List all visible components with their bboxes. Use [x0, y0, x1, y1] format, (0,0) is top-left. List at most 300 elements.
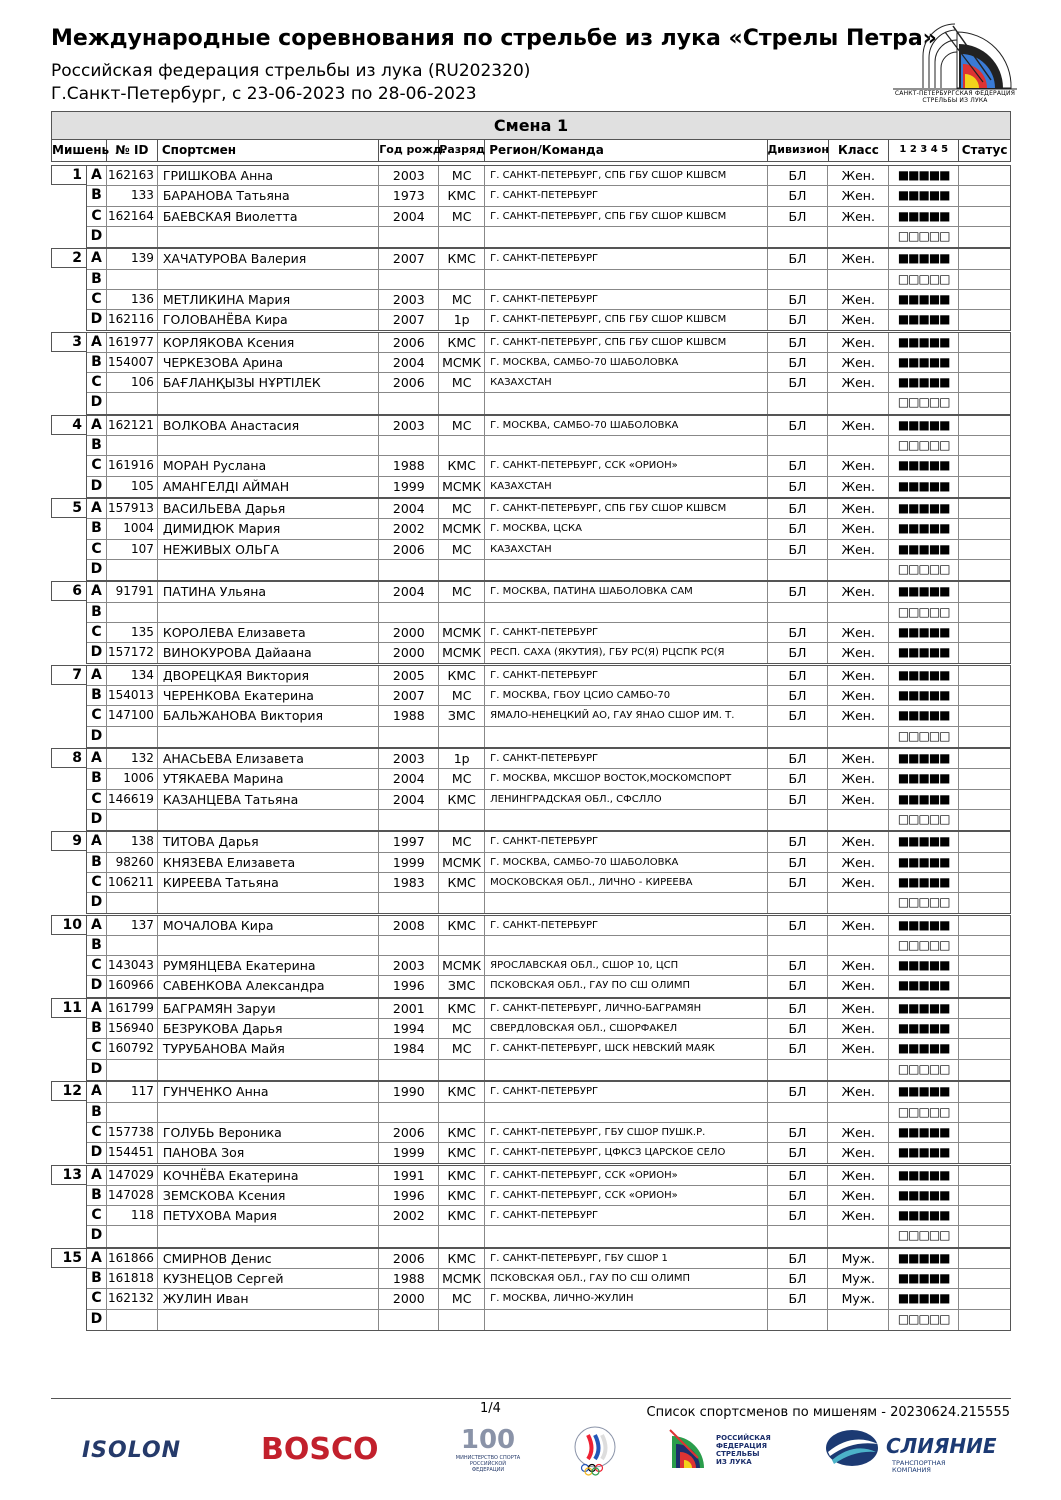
check-boxes: □□□□□ — [889, 227, 959, 247]
division — [768, 936, 829, 955]
athlete-id: 135 — [107, 623, 158, 642]
class: Жен. — [828, 540, 889, 559]
class: Жен. — [828, 1143, 889, 1163]
division: БЛ — [768, 1186, 829, 1205]
athlete-name: ПЕТУХОВА Мария — [158, 1206, 380, 1225]
class: Жен. — [828, 353, 889, 372]
athlete-name — [158, 1103, 380, 1122]
birth-year — [379, 227, 439, 247]
position-letter: B — [87, 936, 107, 955]
target-number: 10 — [51, 915, 86, 935]
target-number: 5 — [51, 498, 86, 518]
division: БЛ — [768, 456, 829, 475]
athlete-rank: МС — [439, 686, 485, 705]
status-cell — [959, 999, 1010, 1018]
target-group — [51, 415, 1011, 495]
class: Жен. — [828, 207, 889, 226]
target-number: 6 — [51, 581, 86, 601]
birth-year — [379, 1226, 439, 1246]
check-boxes: ■■■■■ — [889, 853, 959, 872]
athlete-id: 106 — [107, 373, 158, 392]
athlete-name — [158, 1226, 380, 1246]
target-number: 8 — [51, 748, 86, 768]
status-cell — [959, 249, 1010, 268]
birth-year: 2003 — [379, 290, 439, 309]
check-boxes: ■■■■■ — [889, 749, 959, 768]
division: БЛ — [768, 749, 829, 768]
status-cell — [959, 810, 1010, 830]
position-letter: C — [87, 623, 107, 642]
class — [828, 727, 889, 747]
birth-year: 2008 — [379, 916, 439, 935]
athlete-id: 1004 — [107, 519, 158, 538]
athlete-rank: МС — [439, 207, 485, 226]
athlete-rank: КМС — [439, 666, 485, 685]
athlete-rank: МСМК — [439, 353, 485, 372]
athlete-name: ВОЛКОВА Анастасия — [158, 416, 380, 435]
athlete-id — [107, 936, 158, 955]
target-number: 9 — [51, 831, 86, 851]
athlete-id — [107, 893, 158, 913]
region-team — [485, 810, 767, 830]
position-letter: A — [87, 333, 107, 352]
position-letter: C — [87, 1039, 107, 1058]
position-letter: A — [87, 166, 107, 185]
position-letter: A — [87, 999, 107, 1018]
position-letter: D — [87, 1143, 107, 1163]
table-row — [87, 832, 1010, 852]
region-team: Г. САНКТ-ПЕТЕРБУРГ, СПБ ГБУ СШОР КШВСМ — [485, 166, 767, 185]
division: БЛ — [768, 686, 829, 705]
class — [828, 270, 889, 289]
position-letter: B — [87, 1186, 107, 1205]
logo-caption-1: САНКТ-ПЕТЕРБУРГСКАЯ ФЕДЕРАЦИЯ — [894, 90, 1016, 97]
slianie-caption — [892, 1460, 946, 1474]
class: Жен. — [828, 1186, 889, 1205]
class — [828, 436, 889, 455]
athlete-id: 160966 — [107, 976, 158, 996]
division: БЛ — [768, 790, 829, 809]
birth-year: 2006 — [379, 373, 439, 392]
athlete-id — [107, 810, 158, 830]
region-team: Г. МОСКВА, ЦСКА — [485, 519, 767, 538]
region-team: Г. МОСКВА, МКСШОР ВОСТОК,МОСКОМСПОРТ — [485, 769, 767, 788]
table-row — [87, 186, 1010, 206]
status-cell — [959, 1143, 1010, 1163]
table-row — [87, 976, 1010, 996]
sponsor-isolon-logo: ISOLON — [82, 1438, 182, 1463]
division: БЛ — [768, 290, 829, 309]
division: БЛ — [768, 1166, 829, 1185]
check-boxes: □□□□□ — [889, 1060, 959, 1080]
table-row — [87, 686, 1010, 706]
athlete-name — [158, 1310, 380, 1330]
target-group — [51, 498, 1011, 578]
athlete-id: 161818 — [107, 1269, 158, 1288]
division: БЛ — [768, 1143, 829, 1163]
check-boxes: ■■■■■ — [889, 499, 959, 518]
target-group — [51, 1081, 1011, 1161]
birth-year — [379, 893, 439, 913]
athlete-rank: КМС — [439, 333, 485, 352]
position-letter: B — [87, 1103, 107, 1122]
table-row — [87, 1186, 1010, 1206]
target-number: 11 — [51, 998, 86, 1018]
position-letter: D — [87, 976, 107, 996]
check-boxes: □□□□□ — [889, 436, 959, 455]
target-group — [51, 165, 1011, 245]
class: Жен. — [828, 1206, 889, 1225]
division: БЛ — [768, 1249, 829, 1268]
table-row — [87, 207, 1010, 227]
check-boxes: ■■■■■ — [889, 290, 959, 309]
status-cell — [959, 499, 1010, 518]
status-cell — [959, 1039, 1010, 1058]
region-team: КАЗАХСТАН — [485, 477, 767, 497]
table-row — [87, 333, 1010, 353]
target-rows — [86, 998, 1011, 1081]
check-boxes: □□□□□ — [889, 727, 959, 747]
athlete-name — [158, 436, 380, 455]
athlete-name: КУЗНЕЦОВ Сергей — [158, 1269, 380, 1288]
athlete-rank — [439, 727, 485, 747]
athlete-name: МОРАН Руслана — [158, 456, 380, 475]
status-cell — [959, 333, 1010, 352]
position-letter: B — [87, 769, 107, 788]
region-team — [485, 1310, 767, 1330]
division: БЛ — [768, 853, 829, 872]
position-letter: C — [87, 290, 107, 309]
position-letter: D — [87, 227, 107, 247]
target-rows — [86, 581, 1011, 664]
athlete-rank — [439, 227, 485, 247]
col-status: Статус — [961, 143, 1008, 157]
athlete-id — [107, 393, 158, 413]
col-athlete: Спортсмен — [158, 140, 379, 161]
table-row — [87, 290, 1010, 310]
status-cell — [959, 666, 1010, 685]
target-rows — [86, 1165, 1011, 1248]
table-row — [87, 519, 1010, 539]
division: БЛ — [768, 416, 829, 435]
athlete-id: 107 — [107, 540, 158, 559]
athlete-id: 91791 — [107, 582, 158, 601]
region-team: Г. САНКТ-ПЕТЕРБУРГ, ЦФКСЗ ЦАРСКОЕ СЕЛО — [485, 1143, 767, 1163]
athlete-name — [158, 227, 380, 247]
check-boxes: ■■■■■ — [889, 706, 959, 725]
athlete-id: 117 — [107, 1082, 158, 1101]
region-team: Г. САНКТ-ПЕТЕРБУРГ — [485, 916, 767, 935]
athlete-name — [158, 393, 380, 413]
table-row — [87, 727, 1010, 747]
check-boxes: ■■■■■ — [889, 166, 959, 185]
table-row — [87, 1039, 1010, 1059]
status-cell — [959, 936, 1010, 955]
check-boxes: ■■■■■ — [889, 1186, 959, 1205]
target-rows — [86, 165, 1011, 248]
class: Жен. — [828, 310, 889, 330]
target-group — [51, 748, 1011, 828]
athlete-name: БЕЗРУКОВА Дарья — [158, 1019, 380, 1038]
athlete-name: НЕЖИВЫХ ОЛЬГА — [158, 540, 380, 559]
class: Жен. — [828, 186, 889, 205]
class: Жен. — [828, 1166, 889, 1185]
region-team: Г. САНКТ-ПЕТЕРБУРГ — [485, 623, 767, 642]
athlete-rank: КМС — [439, 1206, 485, 1225]
class: Жен. — [828, 166, 889, 185]
athlete-name: ХАЧАТУРОВА Валерия — [158, 249, 380, 268]
table-row — [87, 893, 1010, 913]
class: Жен. — [828, 976, 889, 996]
status-cell — [959, 686, 1010, 705]
birth-year: 1984 — [379, 1039, 439, 1058]
division — [768, 393, 829, 413]
athlete-name — [158, 810, 380, 830]
rfsl-caption-4: ИЗ ЛУКА — [716, 1458, 752, 1466]
birth-year: 2003 — [379, 956, 439, 975]
birth-year: 1996 — [379, 1186, 439, 1205]
position-letter: D — [87, 560, 107, 580]
birth-year: 2004 — [379, 582, 439, 601]
birth-year: 2004 — [379, 790, 439, 809]
target-number: 13 — [51, 1165, 86, 1185]
target-rows — [86, 915, 1011, 998]
athlete-name: ЖУЛИН Иван — [158, 1289, 380, 1308]
division: БЛ — [768, 166, 829, 185]
target-group — [51, 332, 1011, 412]
region-team: Г. САНКТ-ПЕТЕРБУРГ — [485, 749, 767, 768]
slianie-caption-2: КОМПАНИЯ — [892, 1466, 931, 1474]
birth-year: 1990 — [379, 1082, 439, 1101]
division — [768, 603, 829, 622]
status-cell — [959, 603, 1010, 622]
minsport-caption-2: РОССИЙСКОЙ ФЕДЕРАЦИИ — [469, 1461, 507, 1473]
birth-year: 1999 — [379, 853, 439, 872]
class: Муж. — [828, 1289, 889, 1308]
class — [828, 936, 889, 955]
status-cell — [959, 186, 1010, 205]
athlete-name: БАЛЬЖАНОВА Виктория — [158, 706, 380, 725]
class: Жен. — [828, 1123, 889, 1142]
check-boxes: ■■■■■ — [889, 623, 959, 642]
position-letter: C — [87, 207, 107, 226]
check-boxes: ■■■■■ — [889, 1039, 959, 1058]
region-team: Г. САНКТ-ПЕТЕРБУРГ — [485, 1082, 767, 1101]
division: БЛ — [768, 769, 829, 788]
division: БЛ — [768, 873, 829, 892]
region-team — [485, 1226, 767, 1246]
col-region: Регион/Команда — [485, 140, 767, 161]
target-number: 2 — [51, 248, 86, 268]
birth-year: 2004 — [379, 769, 439, 788]
athlete-rank — [439, 560, 485, 580]
birth-year: 1988 — [379, 1269, 439, 1288]
table-row — [87, 666, 1010, 686]
region-team: Г. МОСКВА, САМБО-70 ШАБОЛОВКА — [485, 853, 767, 872]
status-cell — [959, 790, 1010, 809]
athlete-name: КНЯЗЕВА Елизавета — [158, 853, 380, 872]
birth-year: 2007 — [379, 686, 439, 705]
region-team: Г. САНКТ-ПЕТЕРБУРГ, ССК «ОРИОН» — [485, 456, 767, 475]
athlete-rank: КМС — [439, 1249, 485, 1268]
class: Жен. — [828, 956, 889, 975]
athlete-id: 161866 — [107, 1249, 158, 1268]
status-cell — [959, 976, 1010, 996]
status-cell — [959, 853, 1010, 872]
check-boxes: ■■■■■ — [889, 790, 959, 809]
athlete-name: БАГРАМЯН Заруи — [158, 999, 380, 1018]
birth-year: 2005 — [379, 666, 439, 685]
region-team — [485, 1060, 767, 1080]
athlete-id: 139 — [107, 249, 158, 268]
athlete-name: КАЗАНЦЕВА Татьяна — [158, 790, 380, 809]
division — [768, 810, 829, 830]
athlete-id: 162164 — [107, 207, 158, 226]
target-list-sheet — [51, 111, 1011, 1331]
region-team: Г. САНКТ-ПЕТЕРБУРГ, ЛИЧНО-БАГРАМЯН — [485, 999, 767, 1018]
status-cell — [959, 560, 1010, 580]
athlete-name: БАҒЛАНҚЫЗЫ НҰРТІЛЕК — [158, 373, 380, 392]
birth-year: 2006 — [379, 540, 439, 559]
athlete-name — [158, 560, 380, 580]
position-letter: C — [87, 456, 107, 475]
slianie-name: СЛИЯНИЕ — [886, 1434, 997, 1458]
division: БЛ — [768, 540, 829, 559]
birth-year: 2002 — [379, 519, 439, 538]
table-row — [87, 166, 1010, 186]
athlete-id — [107, 1226, 158, 1246]
status-cell — [959, 1186, 1010, 1205]
athlete-name: УТЯКАЕВА Марина — [158, 769, 380, 788]
athlete-id: 134 — [107, 666, 158, 685]
birth-year: 2006 — [379, 1249, 439, 1268]
class — [828, 393, 889, 413]
athlete-id — [107, 1103, 158, 1122]
status-cell — [959, 540, 1010, 559]
session-title: Смена 1 — [51, 111, 1011, 140]
birth-year — [379, 393, 439, 413]
class: Жен. — [828, 456, 889, 475]
athlete-rank: КМС — [439, 916, 485, 935]
region-team — [485, 227, 767, 247]
region-team: РЕСП. САХА (ЯКУТИЯ), ГБУ РС(Я) РЦСПК РС(Я — [485, 643, 767, 663]
col-class: Класс — [829, 140, 890, 161]
division — [768, 1060, 829, 1080]
table-row — [87, 393, 1010, 413]
class — [828, 560, 889, 580]
class: Жен. — [828, 477, 889, 497]
check-boxes: □□□□□ — [889, 810, 959, 830]
athlete-id: 147029 — [107, 1166, 158, 1185]
col-target: Мишень — [52, 140, 107, 161]
class — [828, 1060, 889, 1080]
class: Жен. — [828, 1019, 889, 1038]
target-group — [51, 1248, 1011, 1328]
athlete-id: 162116 — [107, 310, 158, 330]
table-row — [87, 249, 1010, 269]
region-team — [485, 270, 767, 289]
page-title: Международные соревнования по стрельбе из лука «Стрелы Петра» — [51, 26, 937, 51]
region-team: Г. САНКТ-ПЕТЕРБУРГ — [485, 249, 767, 268]
table-row — [87, 623, 1010, 643]
athlete-rank: КМС — [439, 1166, 485, 1185]
athlete-id: 138 — [107, 832, 158, 851]
check-boxes: ■■■■■ — [889, 1249, 959, 1268]
check-boxes: ■■■■■ — [889, 643, 959, 663]
target-number: 12 — [51, 1081, 86, 1101]
status-cell — [959, 456, 1010, 475]
region-team: Г. САНКТ-ПЕТЕРБУРГ — [485, 290, 767, 309]
class: Жен. — [828, 623, 889, 642]
status-cell — [959, 436, 1010, 455]
athlete-name — [158, 936, 380, 955]
table-row — [87, 853, 1010, 873]
region-team: Г. МОСКВА, ПАТИНА ШАБОЛОВКА САМ — [485, 582, 767, 601]
minsport-100-text: 100 — [460, 1425, 516, 1455]
table-row — [87, 643, 1010, 663]
target-rows — [86, 415, 1011, 498]
athlete-name: ГОЛОВАНЁВА Кира — [158, 310, 380, 330]
position-letter: D — [87, 893, 107, 913]
division: БЛ — [768, 1082, 829, 1101]
division — [768, 1226, 829, 1246]
athlete-id: 1006 — [107, 769, 158, 788]
target-groups — [51, 165, 1011, 1328]
athlete-rank: МС — [439, 416, 485, 435]
minsport-caption-1: МИНИСТЕРСТВО СПОРТА — [455, 1455, 521, 1461]
athlete-id: 105 — [107, 477, 158, 497]
target-rows — [86, 498, 1011, 581]
position-letter: B — [87, 1019, 107, 1038]
region-team — [485, 603, 767, 622]
birth-year — [379, 810, 439, 830]
athlete-name: ПАНОВА Зоя — [158, 1143, 380, 1163]
table-row — [87, 1082, 1010, 1102]
class: Жен. — [828, 769, 889, 788]
class: Жен. — [828, 499, 889, 518]
check-boxes: ■■■■■ — [889, 353, 959, 372]
target-group — [51, 1165, 1011, 1245]
class: Жен. — [828, 666, 889, 685]
class: Муж. — [828, 1269, 889, 1288]
athlete-name: ДВОРЕЦКАЯ Виктория — [158, 666, 380, 685]
athlete-rank: МСМК — [439, 853, 485, 872]
athlete-rank: МС — [439, 290, 485, 309]
position-letter: C — [87, 1289, 107, 1308]
check-boxes: ■■■■■ — [889, 416, 959, 435]
class: Жен. — [828, 373, 889, 392]
birth-year — [379, 1060, 439, 1080]
athlete-id: 161977 — [107, 333, 158, 352]
region-team: Г. САНКТ-ПЕТЕРБУРГ — [485, 186, 767, 205]
region-team: Г. САНКТ-ПЕТЕРБУРГ, ССК «ОРИОН» — [485, 1186, 767, 1205]
birth-year — [379, 936, 439, 955]
check-boxes: □□□□□ — [889, 1103, 959, 1122]
region-team — [485, 436, 767, 455]
check-boxes: ■■■■■ — [889, 956, 959, 975]
athlete-rank: КМС — [439, 1186, 485, 1205]
birth-year — [379, 436, 439, 455]
position-letter: A — [87, 1249, 107, 1268]
table-row — [87, 1269, 1010, 1289]
col-division: Дивизион — [768, 140, 829, 161]
check-boxes: ■■■■■ — [889, 686, 959, 705]
target-rows — [86, 1081, 1011, 1164]
target-number: 1 — [51, 165, 86, 185]
athlete-rank: КМС — [439, 186, 485, 205]
athlete-rank: МС — [439, 1289, 485, 1308]
birth-year: 2004 — [379, 207, 439, 226]
